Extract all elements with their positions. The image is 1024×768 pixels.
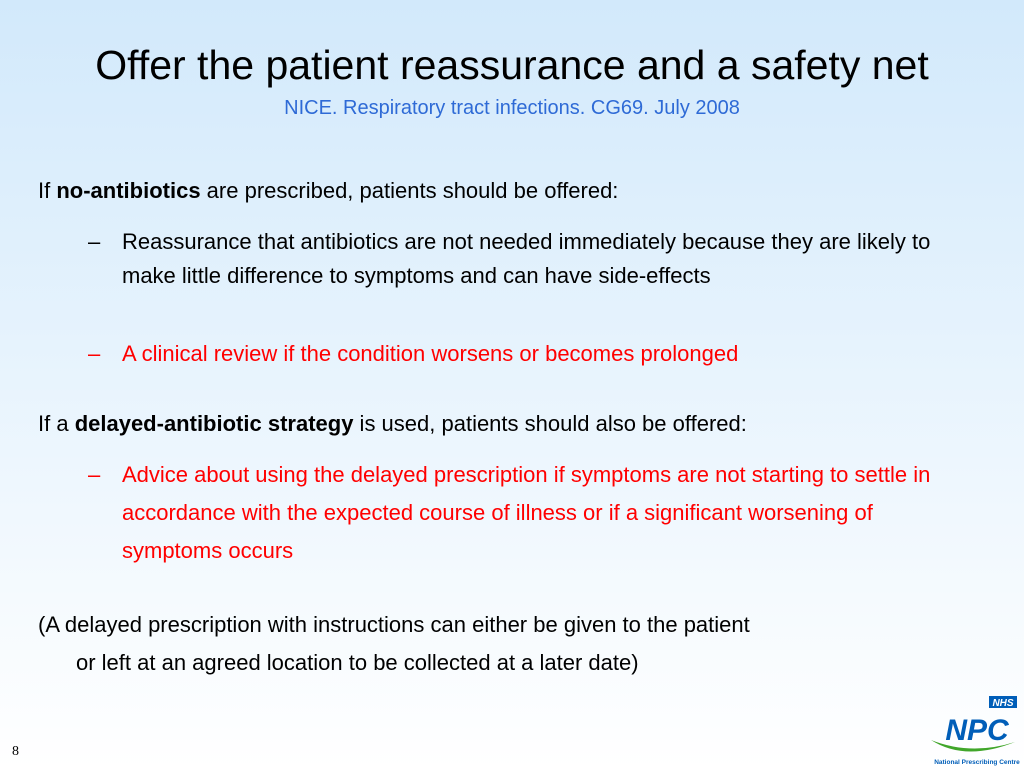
section2-bold: delayed-antibiotic strategy (74, 411, 354, 436)
note-line-1: (A delayed prescription with instructions can either be given to the patient (38, 612, 750, 637)
page-number: 8 (12, 744, 19, 759)
bullet-delayed-advice-text: Advice about using the delayed prescription if symptoms are not starting to settle in accordance with the expected course of illness or if a significant worsening of symptoms occurs (122, 462, 931, 563)
delayed-prescription-note (38, 606, 988, 682)
section1-prefix: If (38, 178, 57, 203)
bullet-dash: – (88, 462, 101, 487)
slide-subtitle: NICE. Respiratory tract infections. CG69. July 2008 (284, 97, 740, 119)
npc-text: NPC (945, 714, 1009, 747)
section1-bold: no-antibiotics (56, 178, 201, 203)
section1-suffix: are prescribed, patients should be offered: (200, 178, 619, 203)
delayed-antibiotic-paragraph (38, 407, 988, 441)
npc-caption: National Prescribing Centre (934, 759, 1020, 766)
section2-suffix: is used, patients should also be offered: (353, 411, 747, 436)
bullet-dash: – (88, 341, 101, 366)
bullet-reassurance (88, 225, 958, 293)
no-antibiotics-paragraph (38, 174, 988, 208)
note-line-2: or left at an agreed location to be collected at a later date) (76, 650, 639, 675)
section2-prefix: If a (38, 411, 75, 436)
bullet-delayed-advice (88, 456, 958, 570)
npc-nhs-logo (925, 696, 1021, 766)
bullet-reassurance-text: Reassurance that antibiotics are not needed immediately because they are likely to make little difference to symptoms and can have side-effects (122, 229, 931, 288)
bullet-clinical-review (88, 337, 958, 371)
bullet-dash: – (88, 229, 101, 254)
slide-title: Offer the patient reassurance and a safety net (95, 42, 929, 88)
nhs-text: NHS (992, 698, 1014, 709)
bullet-clinical-review-text: A clinical review if the condition worsens or becomes prolonged (122, 341, 739, 366)
